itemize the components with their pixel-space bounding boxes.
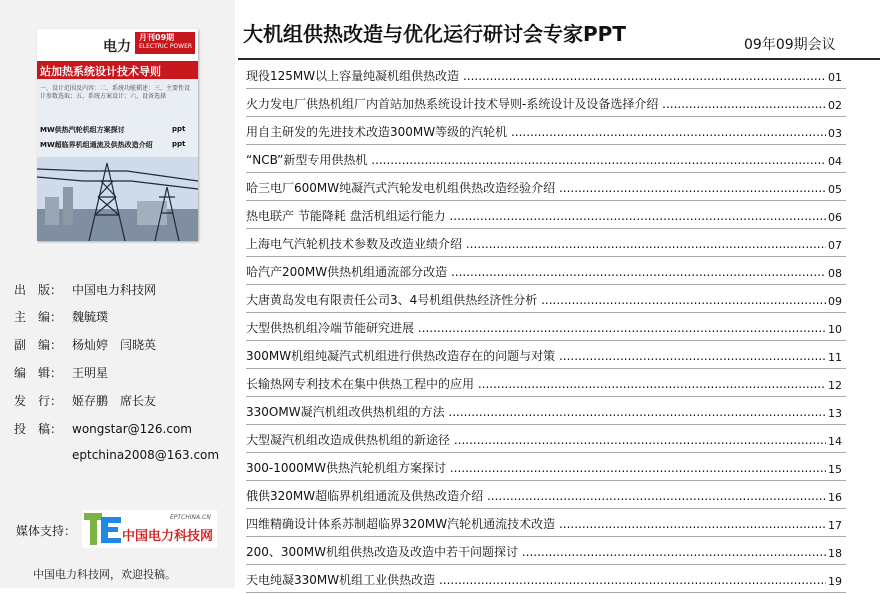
toc-item[interactable] <box>246 454 846 482</box>
table-of-contents <box>246 62 846 594</box>
toc-item[interactable] <box>246 398 846 426</box>
toc-item-divider <box>246 592 846 593</box>
toc-item-divider <box>246 508 846 509</box>
toc-item-title[interactable]: 大唐黄岛发电有限责任公司3、4号机组供热经济性分析 ..... <box>246 291 828 308</box>
magazine-cover[interactable] <box>37 29 198 241</box>
toc-item-divider <box>246 116 846 117</box>
info-submission-email-2[interactable]: eptchina2008@163.com <box>72 448 220 462</box>
cover-header <box>37 29 198 61</box>
toc-item-divider <box>246 312 846 313</box>
toc-item-title[interactable]: 大型供热机组冷端节能研究进展 ..... <box>246 319 828 336</box>
info-distribution-label: 发 行： <box>14 394 63 408</box>
toc-item-divider <box>246 480 846 481</box>
cover-article-2 <box>40 140 186 150</box>
info-publisher <box>14 281 156 298</box>
toc-item[interactable] <box>246 90 846 118</box>
toc-item-title[interactable]: 哈三电厂600MW纯凝汽式汽轮发电机组供热改造经验介绍 ..... <box>246 179 828 196</box>
cover-band-title: 站加热系统设计技术导则 <box>40 65 161 78</box>
info-deputy-editor-label: 副 编： <box>14 338 63 352</box>
toc-item-divider <box>246 368 846 369</box>
toc-item-divider <box>246 88 846 89</box>
info-chief-editor-value: 魏毓璞 <box>72 310 109 324</box>
te-logo-icon <box>84 513 122 545</box>
info-editor <box>14 364 108 381</box>
sidebar <box>0 0 235 588</box>
info-deputy-editor-value: 杨灿婷 闫晓英 <box>72 338 157 352</box>
toc-item[interactable] <box>246 258 846 286</box>
toc-item-divider <box>246 200 846 201</box>
toc-item-title[interactable]: 300-1000MW供热汽轮机组方案探讨 ..... <box>246 459 828 476</box>
toc-item[interactable] <box>246 118 846 146</box>
toc-item[interactable] <box>246 62 846 90</box>
toc-item-title[interactable]: 用自主研发的先进技术改造300MW等级的汽轮机 ..... <box>246 123 828 140</box>
toc-item[interactable] <box>246 370 846 398</box>
info-distribution-value: 姬存鹏 席长友 <box>72 394 157 408</box>
toc-item-page: 18 <box>828 547 842 560</box>
toc-item-title[interactable]: 上海电气汽轮机技术参数及改造业绩介绍 ..... <box>246 235 828 252</box>
info-submission <box>14 420 192 437</box>
toc-item-page: 19 <box>828 575 842 588</box>
cover-band <box>37 61 198 79</box>
toc-item-page: 14 <box>828 435 842 448</box>
cover-article-1 <box>40 125 186 135</box>
toc-item[interactable] <box>246 202 846 230</box>
info-chief-editor-label: 主 编： <box>14 310 63 324</box>
toc-item[interactable] <box>246 286 846 314</box>
toc-item-page: 11 <box>828 351 842 364</box>
toc-item-title[interactable]: 四维精确设计体系苏制超临界320MW汽轮机通流技术改造 ..... <box>246 515 828 532</box>
toc-item-divider <box>246 284 846 285</box>
toc-item-page: 17 <box>828 519 842 532</box>
toc-item-page: 16 <box>828 491 842 504</box>
toc-item-page: 10 <box>828 323 842 336</box>
cover-article-2-tag: ppt <box>172 140 186 148</box>
toc-item-page: 05 <box>828 183 842 196</box>
toc-item-page: 07 <box>828 239 842 252</box>
toc-item-title[interactable]: 长输热网专利技术在集中供热工程中的应用 ..... <box>246 375 828 392</box>
toc-item[interactable] <box>246 146 846 174</box>
toc-item-divider <box>246 536 846 537</box>
info-editor-value: 王明星 <box>72 366 109 380</box>
toc-item-divider <box>246 564 846 565</box>
power-tower-illustration <box>37 157 198 241</box>
logo-site-name: 中国电力科技网 <box>122 529 214 544</box>
toc-item-page: 13 <box>828 407 842 420</box>
toc-item-title[interactable]: 哈汽产200MW供热机组通流部分改造 ..... <box>246 263 828 280</box>
toc-item-title[interactable]: 330OMW凝汽机组改供热机组的方法 ..... <box>246 403 828 420</box>
cover-article-1-tag: ppt <box>172 125 186 133</box>
toc-item[interactable] <box>246 510 846 538</box>
toc-item-divider <box>246 172 846 173</box>
toc-item[interactable] <box>246 566 846 594</box>
info-deputy-editor <box>14 336 156 353</box>
toc-item-title[interactable]: 火力发电厂供热机组厂内首站加热系统设计技术导则-系统设计及设备选择介绍 ..... <box>246 95 828 112</box>
toc-item-divider <box>246 340 846 341</box>
toc-item[interactable] <box>246 538 846 566</box>
logo-url-text: EPTCHINA.CN <box>170 514 211 521</box>
toc-item[interactable] <box>246 482 846 510</box>
toc-item-page: 03 <box>828 127 842 140</box>
cover-badge-title: 月刊09期 <box>139 33 175 42</box>
toc-item-divider <box>246 396 846 397</box>
cover-article-1-title: MW供热汽轮机组方案探讨 <box>40 126 125 134</box>
toc-item-page: 02 <box>828 99 842 112</box>
toc-item-divider <box>246 452 846 453</box>
info-publisher-label: 出 版： <box>14 283 63 297</box>
toc-item-page: 09 <box>828 295 842 308</box>
info-chief-editor <box>14 308 108 325</box>
toc-item-page: 15 <box>828 463 842 476</box>
issue-label: 09年09期会议 <box>744 37 836 53</box>
media-support-label: 媒体支持： <box>16 524 77 538</box>
info-publisher-value: 中国电力科技网 <box>72 283 157 297</box>
page-title: 大机组供热改造与优化运行研讨会专家PPT <box>243 22 626 46</box>
toc-item-divider <box>246 256 846 257</box>
toc-item-divider <box>246 228 846 229</box>
toc-item-title[interactable]: 300MW机组纯凝汽式机组进行供热改造存在的问题与对策 ..... <box>246 347 828 364</box>
toc-item[interactable] <box>246 174 846 202</box>
toc-item-title[interactable]: 俄供320MW超临界机组通流及供热改造介绍 ..... <box>246 487 828 504</box>
info-submission-email-1[interactable]: wongstar@126.com <box>72 422 192 436</box>
cover-issue-badge <box>135 32 195 54</box>
toc-item[interactable] <box>246 314 846 342</box>
toc-item-divider <box>246 424 846 425</box>
info-submission-2 <box>14 448 219 462</box>
eptchina-logo[interactable] <box>82 510 217 548</box>
toc-item-title[interactable]: 热电联产 节能降耗 盘活机组运行能力 ..... <box>246 207 828 224</box>
toc-item-title[interactable]: “NCB”新型专用供热机 ..... <box>246 151 828 168</box>
info-submission-label: 投 稿： <box>14 422 63 436</box>
toc-item-title[interactable]: 现役125MW以上容量纯凝机组供热改造 ..... <box>246 67 828 84</box>
info-distribution <box>14 392 156 409</box>
toc-item-page: 01 <box>828 71 842 84</box>
toc-item-page: 06 <box>828 211 842 224</box>
cover-brand: 电力 <box>103 39 131 55</box>
info-editor-label: 编 辑： <box>14 366 63 380</box>
cover-toc-text: 一、设计范围及内容：二、系统功能描述：三、主要性设计参数选取；五、系统方案设计；六、设备选择 <box>40 85 191 100</box>
title-divider <box>238 58 880 60</box>
toc-item-divider <box>246 144 846 145</box>
toc-item-title[interactable]: 大型凝汽机组改造成供热机组的新途径 ..... <box>246 431 828 448</box>
toc-item-title[interactable]: 200、300MW机组供热改造及改造中若干问题探讨 ..... <box>246 543 828 560</box>
cover-article-2-title: MW超临界机组通流及供热改造介绍 <box>40 141 153 149</box>
toc-item[interactable] <box>246 426 846 454</box>
footer-note: 中国电力科技网，欢迎投稿。 <box>33 568 176 581</box>
toc-item-page: 08 <box>828 267 842 280</box>
toc-item-page: 04 <box>828 155 842 168</box>
cover-badge-subtitle: ELECTRIC POWER <box>139 43 193 50</box>
toc-item-title[interactable]: 天电纯凝330MW机组工业供热改造 ..... <box>246 571 828 588</box>
toc-item[interactable] <box>246 342 846 370</box>
toc-item[interactable] <box>246 230 846 258</box>
toc-item-page: 12 <box>828 379 842 392</box>
